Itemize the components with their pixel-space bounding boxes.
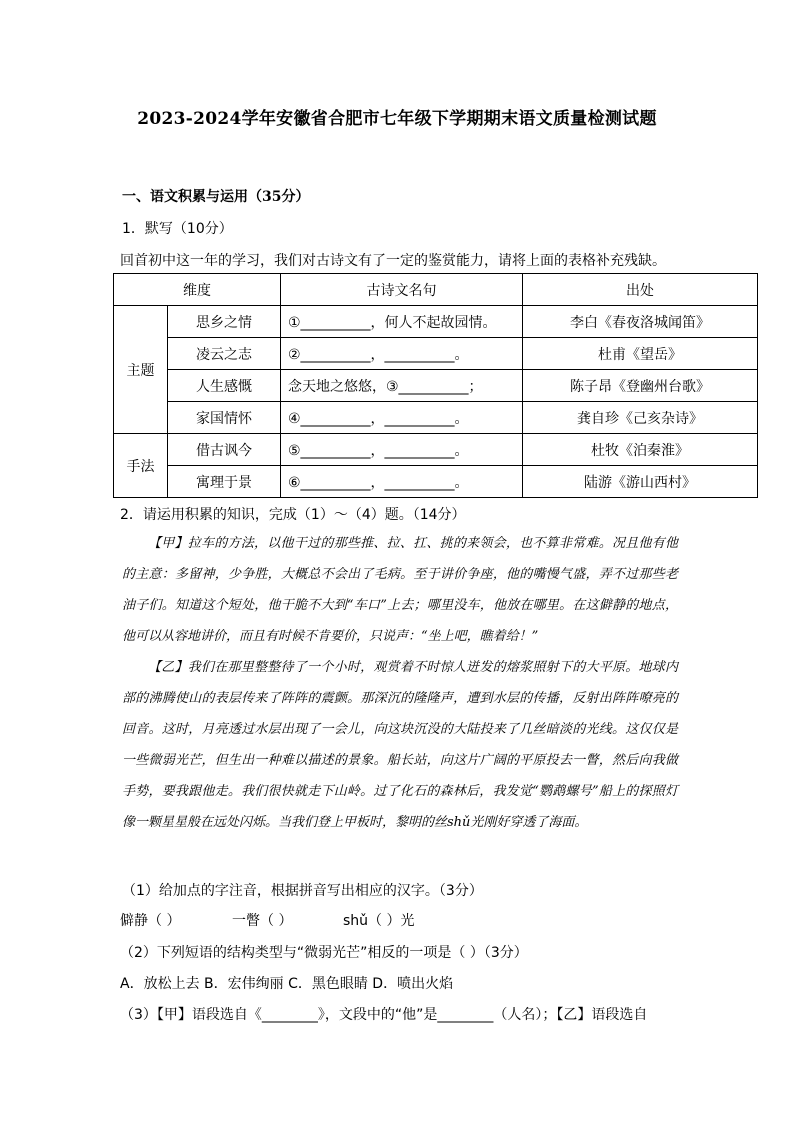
table-row bbox=[114, 402, 758, 434]
row-source: 李白《春夜洛城闻笛》 bbox=[523, 306, 758, 338]
row-line[interactable]: ①__________，何人不起故园情。 bbox=[281, 306, 523, 338]
section-heading: 一、语文积累与运用（35分） bbox=[122, 189, 310, 205]
row-line[interactable]: ⑥__________，__________。 bbox=[281, 466, 523, 498]
page-title: 2023-2024学年安徽省合肥市七年级下学期期末语文质量检测试题 bbox=[137, 109, 657, 129]
sub-question-2: （2）下列短语的结构类型与“微弱光芒”相反的一项是（ ）（3分） bbox=[120, 945, 528, 961]
sub1-item-1[interactable]: 僻静（ ） bbox=[120, 913, 181, 929]
question-2-label: 2．请运用积累的知识，完成（1）～（4）题。（14分） bbox=[120, 507, 466, 523]
sub-question-1: （1）给加点的字注音，根据拼音写出相应的汉字。（3分） bbox=[122, 883, 483, 899]
row-dimension: 寓理于景 bbox=[168, 466, 281, 498]
row-dimension: 思乡之情 bbox=[168, 306, 281, 338]
passage-a-text: 【甲】拉车的方法，以他干过的那些推、拉、扛、挑的来领会，也不算非常难。况且他有他的主意：多留神，少争胜，大概总不会出了毛病。至于讲价争座，他的嘴慢气盛，弄不过那些老油子们。知道这个短处，他干脆不大到“车口”上去；哪里没车，他放在哪里。在这僻静的地点，他可以从容地讲价，而且有时候不肯要价，只说声：“坐上吧，瞧着给！” bbox=[122, 536, 678, 644]
sub2-options[interactable]: A．放松上去 B．宏伟绚丽 C．黑色眼睛 D．喷出火焰 bbox=[120, 976, 454, 992]
row-dimension: 人生感慨 bbox=[168, 370, 281, 402]
row-dimension: 家国情怀 bbox=[168, 402, 281, 434]
row-source: 杜牧《泊秦淮》 bbox=[523, 434, 758, 466]
row-line[interactable]: 念天地之悠悠，③__________； bbox=[281, 370, 523, 402]
row-line[interactable]: ②__________，__________。 bbox=[281, 338, 523, 370]
question-1-label: 1．默写（10分） bbox=[122, 221, 233, 237]
row-source: 杜甫《望岳》 bbox=[523, 338, 758, 370]
table-row bbox=[114, 338, 758, 370]
row-source: 龚自珍《己亥杂诗》 bbox=[523, 402, 758, 434]
sub1-item-3[interactable]: shǔ（ ）光 bbox=[343, 913, 415, 929]
header-source: 出处 bbox=[523, 274, 758, 306]
row-line[interactable]: ④__________，__________。 bbox=[281, 402, 523, 434]
header-dimension: 维度 bbox=[114, 274, 281, 306]
passage-b bbox=[122, 652, 678, 838]
passage-b-text: 【乙】我们在那里整整待了一个小时，观赏着不时惊人迸发的熔浆照射下的大平原。地球内部的沸腾使山的表层传来了阵阵的震颤。那深沉的隆隆声，遭到水层的传播，反射出阵阵嘹亮的回音。这时，月亮透过水层出现了一会儿，向这块沉没的大陆投来了几丝暗淡的光线。这仅仅是一些微弱光芒，但生出一种难以描述的景象。船长站，向这片广阔的平原投去一瞥，然后向我做手势，要我跟他走。我们很快就走下山岭。过了化石的森林后，我发觉“鹦鹉螺号”船上的探照灯像一颗星星般在远处闪烁。当我们登上甲板时，黎明的丝shǔ光刚好穿透了海面。 bbox=[122, 660, 678, 830]
row-source: 陈子昂《登幽州台歌》 bbox=[523, 370, 758, 402]
question-1-intro: 回首初中这一年的学习，我们对古诗文有了一定的鉴赏能力，请将上面的表格补充残缺。 bbox=[120, 253, 666, 269]
row-source: 陆游《游山西村》 bbox=[523, 466, 758, 498]
table-header-row bbox=[114, 274, 758, 306]
row-line[interactable]: ⑤__________，__________。 bbox=[281, 434, 523, 466]
table-row bbox=[114, 466, 758, 498]
poetry-table bbox=[113, 273, 758, 498]
table-row bbox=[114, 306, 758, 338]
passage-a bbox=[122, 528, 678, 652]
table-row bbox=[114, 370, 758, 402]
header-lines: 古诗文名句 bbox=[281, 274, 523, 306]
group-theme: 主题 bbox=[114, 306, 168, 434]
sub1-item-2[interactable]: 一瞥（ ） bbox=[232, 913, 293, 929]
group-method: 手法 bbox=[114, 434, 168, 498]
row-dimension: 借古讽今 bbox=[168, 434, 281, 466]
row-dimension: 凌云之志 bbox=[168, 338, 281, 370]
table-row bbox=[114, 434, 758, 466]
sub-question-3: （3）【甲】语段选自《________》，文段中的“他”是________（人名）；【乙】语段选自 bbox=[120, 1007, 648, 1023]
